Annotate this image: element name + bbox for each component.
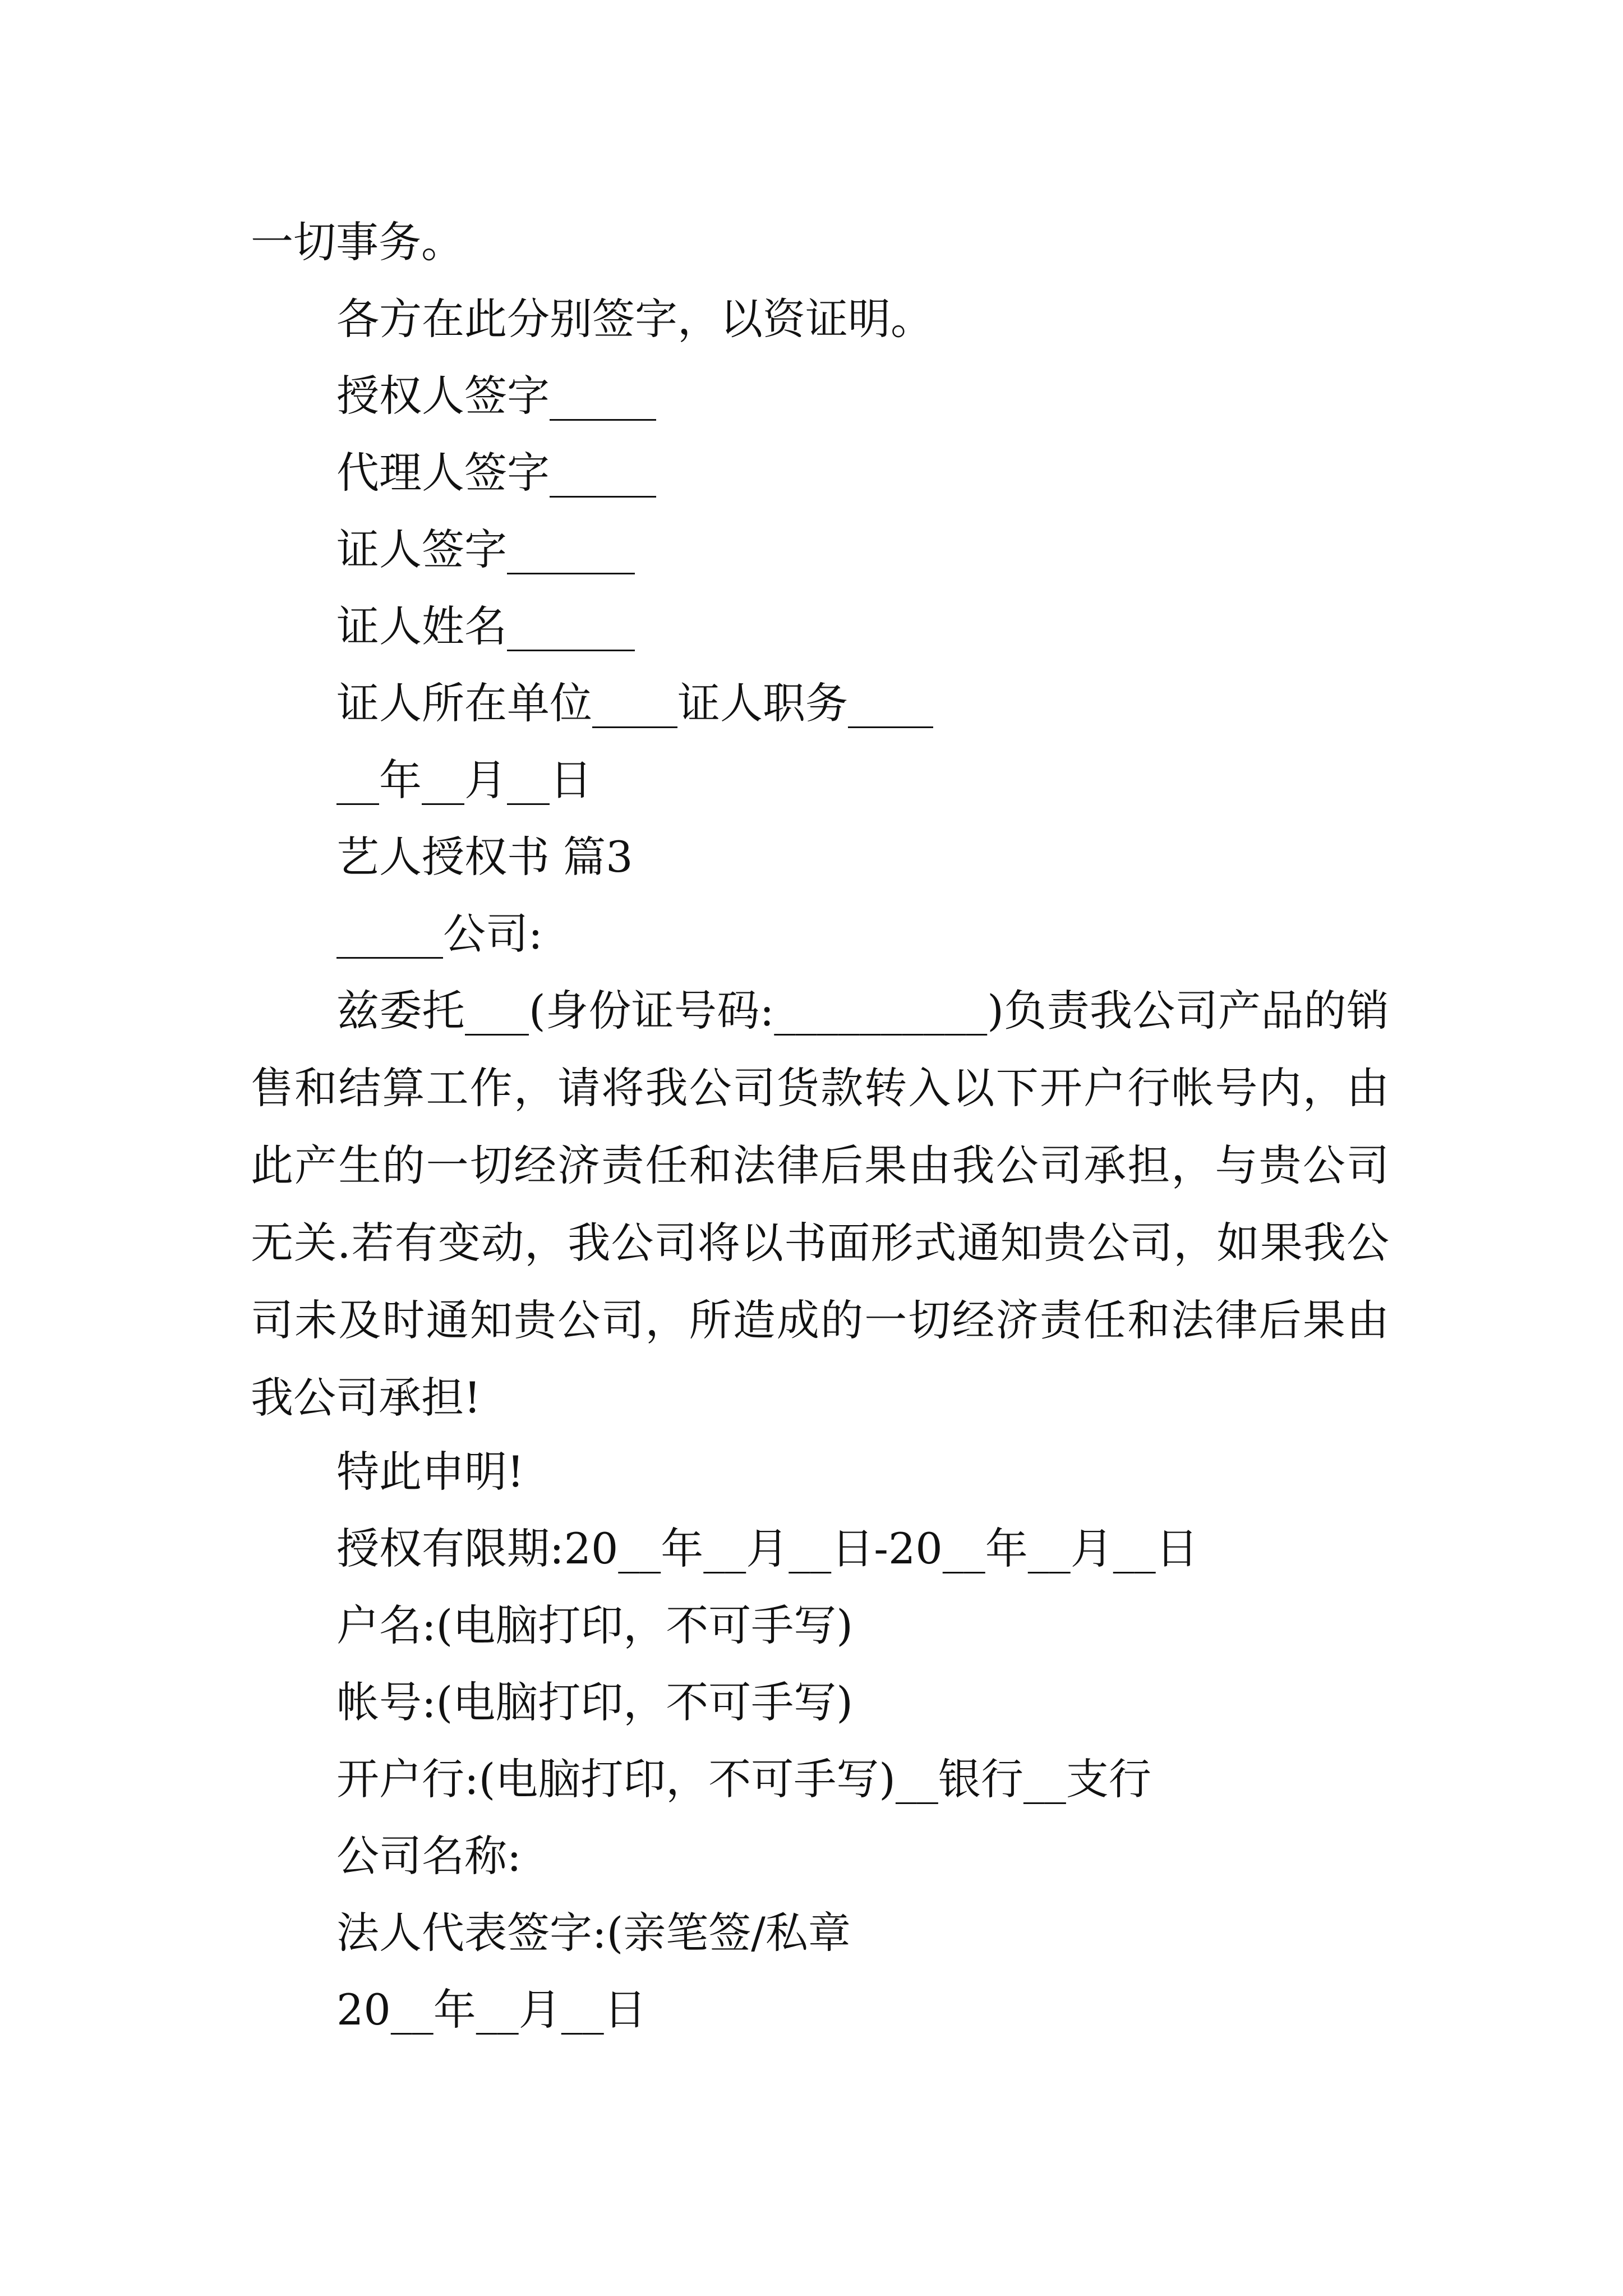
text-line-witness-signature: 证人签字______ [336,524,635,574]
text-line-account-name: 户名:(电脑打印，不可手写) [336,1600,853,1650]
text-line-closing-date: 20__年__月__日 [336,1985,647,2035]
body-paragraph: 兹委托___(身份证号码:__________)负责我公司产品的销售和结算工作，请将我公司货款转入以下开户行帐号内，由此产生的一切经济责任和法律后果由我公司承担，与贵公司无关.若有变动，我公司将以书面形式通知贵公司，如果我公司未及时通知贵公司，所造成的一切经济责任和法律后果由我公司承担! [251,986,1389,1423]
text-line-witness-unit-title: 证人所在单位____证人职务____ [336,678,933,728]
text-line-agent-signature: 代理人签字_____ [336,448,656,498]
text-line-date: __年__月__日 [336,755,592,805]
text-line-continuation: 一切事务。 [251,217,464,267]
text-line-declaration: 特此申明! [336,1447,524,1497]
text-line-grantor-signature: 授权人签字_____ [336,371,656,421]
section-heading: 艺人授权书 篇3 [336,832,633,882]
text-line-witness-name: 证人姓名______ [336,601,635,651]
text-line-witness-statement: 各方在此分别签字，以资证明。 [336,294,933,344]
text-line-account-number: 帐号:(电脑打印，不可手写) [336,1677,853,1727]
text-line-addressee: _____公司: [336,909,543,959]
text-line-company-name: 公司名称: [336,1831,522,1881]
text-line-legal-rep-signature: 法人代表签字:(亲笔签/私章 [336,1908,851,1958]
text-line-bank: 开户行:(电脑打印，不可手写)__银行__支行 [336,1754,1151,1804]
text-line-authorization-period: 授权有限期:20__年__月__日-20__年__月__日 [336,1524,1198,1573]
